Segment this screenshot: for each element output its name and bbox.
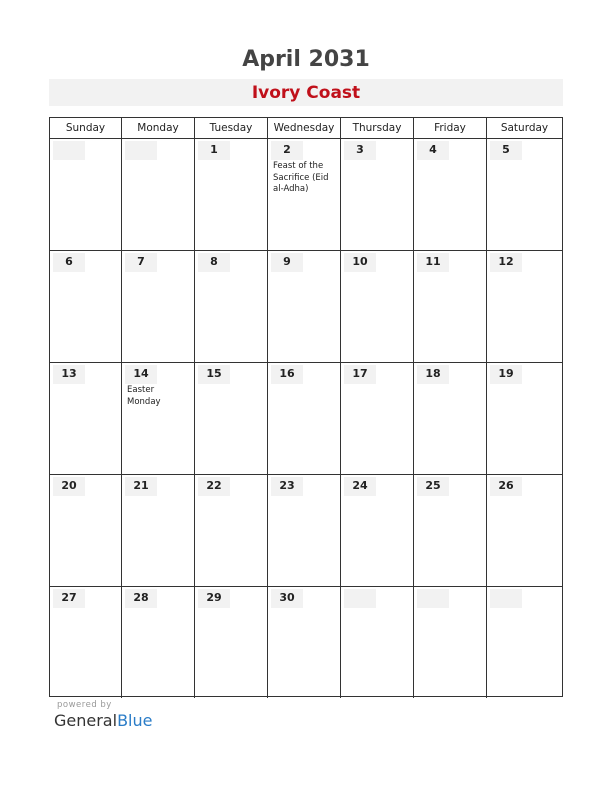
day-number: 2 (283, 143, 291, 156)
day-number-box (198, 477, 230, 496)
weekday-friday: Friday (414, 118, 487, 138)
day-number-box (125, 253, 157, 272)
day-number-box (271, 589, 303, 608)
day-cell[interactable] (122, 587, 195, 698)
powered-by-label: powered by (57, 700, 112, 710)
day-number: 1 (210, 143, 218, 156)
week-row (50, 587, 562, 699)
day-number-box (344, 253, 376, 272)
day-cell[interactable] (122, 139, 195, 250)
day-cell[interactable] (268, 139, 341, 250)
day-number-box (271, 253, 303, 272)
day-number-box (271, 477, 303, 496)
day-number: 28 (133, 591, 149, 604)
day-number-box (198, 253, 230, 272)
day-cell[interactable] (268, 251, 341, 362)
weekday-tuesday: Tuesday (195, 118, 268, 138)
weekday-monday: Monday (122, 118, 195, 138)
day-number: 8 (210, 255, 218, 268)
day-number: 12 (498, 255, 514, 268)
day-cell[interactable] (487, 587, 562, 698)
calendar-grid (49, 117, 563, 697)
day-number-box (490, 365, 522, 384)
day-cell[interactable] (487, 139, 562, 250)
day-cell[interactable] (414, 475, 487, 586)
day-number: 30 (279, 591, 295, 604)
weekday-saturday: Saturday (500, 122, 549, 134)
day-number: 17 (352, 367, 368, 380)
day-number-box (490, 253, 522, 272)
day-number-box (344, 141, 376, 160)
day-number-box (125, 365, 157, 384)
day-cell[interactable] (122, 475, 195, 586)
day-number: 3 (356, 143, 364, 156)
day-number: 9 (283, 255, 291, 268)
day-cell[interactable] (195, 475, 268, 586)
day-number-box (53, 589, 85, 608)
day-number: 25 (425, 479, 441, 492)
day-cell[interactable] (50, 363, 122, 474)
country-name: Ivory Coast (251, 83, 361, 103)
day-cell[interactable] (341, 251, 414, 362)
day-cell[interactable] (122, 363, 195, 474)
weekday-thursday: Thursday (341, 118, 414, 138)
day-cell[interactable] (487, 475, 562, 586)
day-cell[interactable] (341, 139, 414, 250)
generalblue-logo[interactable] (54, 711, 152, 730)
day-number: 18 (425, 367, 441, 380)
day-number: 13 (61, 367, 77, 380)
day-cell[interactable] (487, 363, 562, 474)
day-number-box (198, 589, 230, 608)
day-number: 5 (502, 143, 510, 156)
day-cell[interactable] (414, 363, 487, 474)
day-cell[interactable] (195, 587, 268, 698)
day-number-box (53, 477, 85, 496)
day-number-box (53, 365, 85, 384)
day-cell[interactable] (268, 475, 341, 586)
holiday-label: Feast of the Sacrifice (Eid al-Adha) (273, 161, 329, 194)
day-number-box (125, 477, 157, 496)
day-number-box (344, 477, 376, 496)
day-number-box (271, 365, 303, 384)
page-title: April 2031 (242, 47, 370, 72)
day-cell[interactable] (195, 363, 268, 474)
week-row (50, 363, 562, 475)
day-number: 16 (279, 367, 295, 380)
day-cell[interactable] (414, 587, 487, 698)
day-cell[interactable] (268, 363, 341, 474)
day-number-box (417, 141, 449, 160)
day-cell[interactable] (341, 475, 414, 586)
day-cell[interactable] (195, 139, 268, 250)
day-number-box (490, 477, 522, 496)
day-number: 14 (133, 367, 149, 380)
day-number: 29 (206, 591, 222, 604)
day-number-box (417, 365, 449, 384)
day-number-box (53, 141, 85, 160)
day-number-box (417, 589, 449, 608)
day-number-box (417, 477, 449, 496)
day-number: 20 (61, 479, 77, 492)
brand-general: General (54, 711, 118, 730)
day-number-box (344, 365, 376, 384)
day-number-box (198, 365, 230, 384)
day-cell[interactable] (341, 363, 414, 474)
day-number-box (490, 141, 522, 160)
day-cell[interactable] (414, 139, 487, 250)
day-number-box (53, 253, 85, 272)
day-cell[interactable] (341, 587, 414, 698)
day-number: 22 (206, 479, 222, 492)
day-number-box (198, 141, 230, 160)
week-row (50, 251, 562, 363)
day-cell[interactable] (487, 251, 562, 362)
day-number: 23 (279, 479, 295, 492)
day-number: 6 (65, 255, 73, 268)
day-number-box (417, 253, 449, 272)
day-number: 19 (498, 367, 514, 380)
day-number-box (125, 141, 157, 160)
day-cell[interactable] (50, 251, 122, 362)
day-number: 27 (61, 591, 77, 604)
day-cell[interactable] (50, 475, 122, 586)
day-number-box (271, 141, 303, 160)
day-number: 21 (133, 479, 149, 492)
day-number-box (344, 589, 376, 608)
day-cell[interactable] (50, 139, 122, 250)
day-cell[interactable] (195, 251, 268, 362)
day-number-box (125, 589, 157, 608)
day-number-box (490, 589, 522, 608)
week-row (50, 139, 562, 251)
day-number: 7 (137, 255, 145, 268)
holiday-label: Easter Monday (127, 385, 161, 407)
day-number: 4 (429, 143, 437, 156)
day-cell[interactable] (50, 587, 122, 698)
day-cell[interactable] (122, 251, 195, 362)
weekday-wednesday: Wednesday (268, 118, 341, 138)
day-cell[interactable] (414, 251, 487, 362)
brand-blue: Blue (117, 711, 153, 730)
weekday-header-row (50, 118, 562, 139)
day-cell[interactable] (268, 587, 341, 698)
day-number: 24 (352, 479, 368, 492)
weekday-sunday: Sunday (50, 118, 122, 138)
day-number: 10 (352, 255, 368, 268)
country-banner (49, 79, 563, 106)
day-number: 11 (425, 255, 441, 268)
week-row (50, 475, 562, 587)
day-number: 26 (498, 479, 514, 492)
day-number: 15 (206, 367, 222, 380)
